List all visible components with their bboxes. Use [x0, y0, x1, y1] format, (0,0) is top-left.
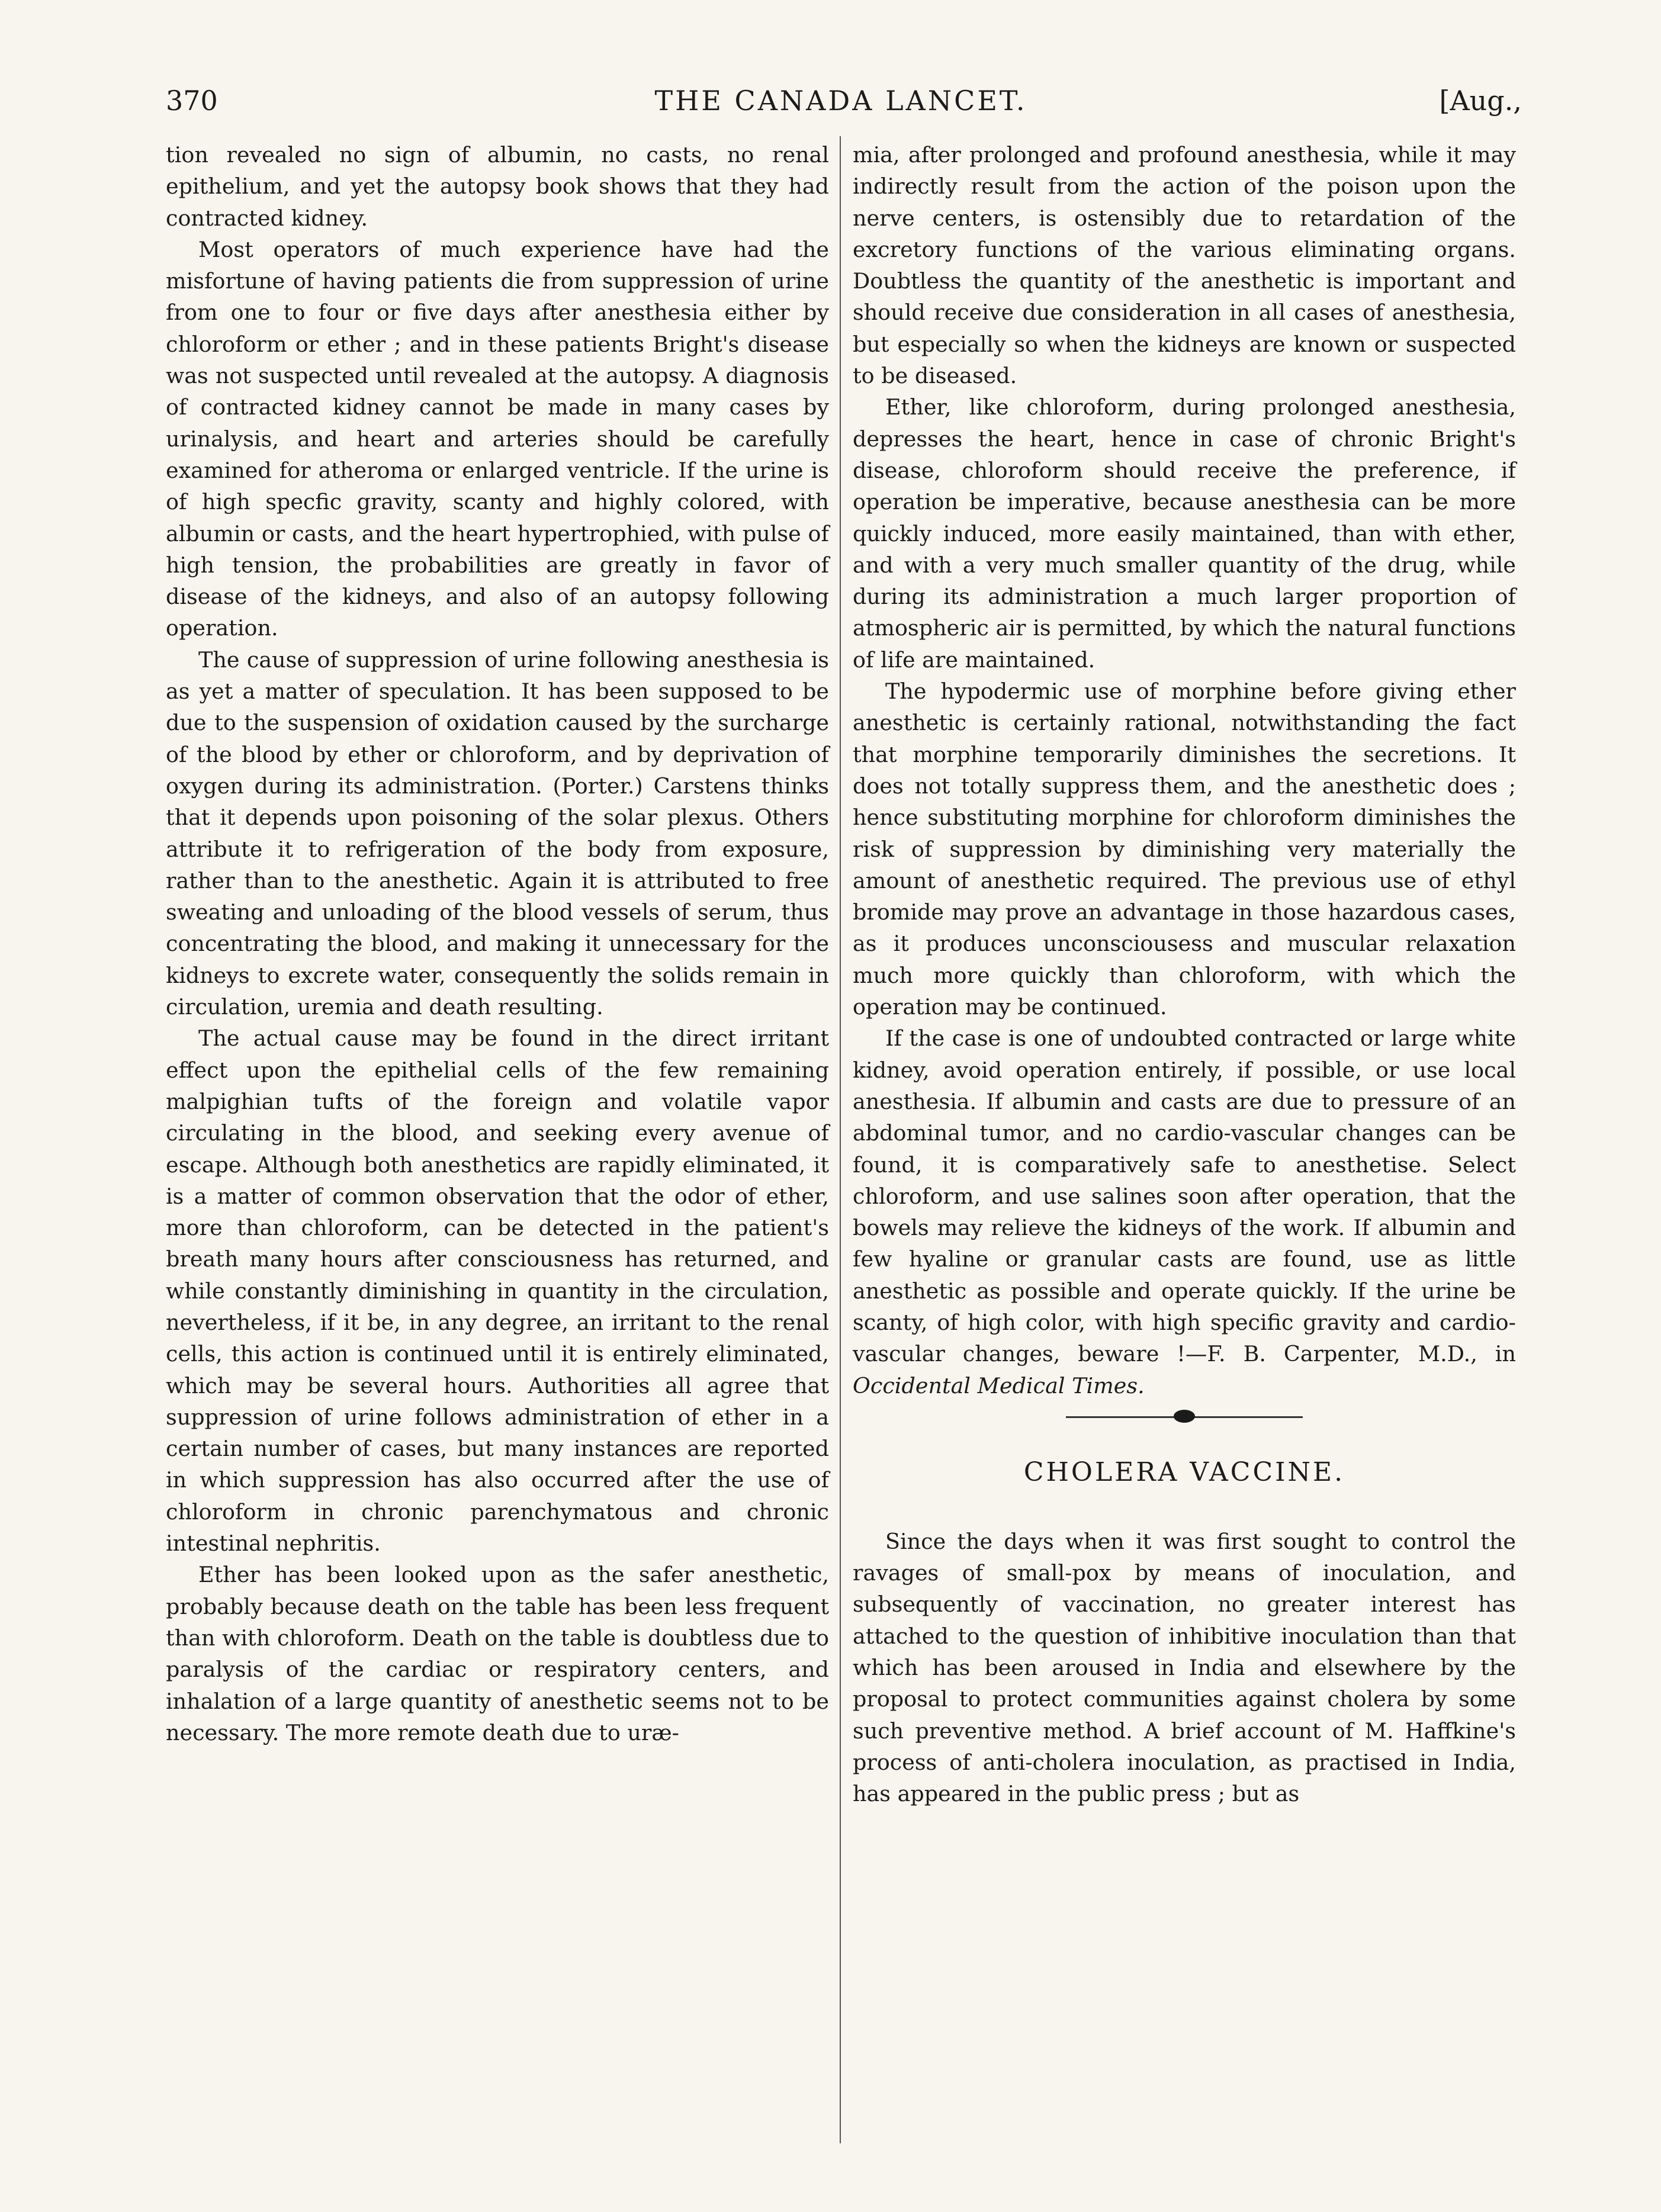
journal-title: THE CANADA LANCET.: [654, 85, 1027, 117]
page-number: 370: [166, 85, 218, 117]
paragraph: Since the days when it was first sought to control the ravages of small-pox by means of inoculation, and subsequently of vaccination, no greater interest has attached to the question of inhibitive inoculation than that which has been aroused in India and elsewhere by the proposal to protect communities against cholera by some such preventive method. A brief account of M. Haffkine's process of anti-cholera inoculation, as practised in India, has appeared in the public press ; but as: [853, 1528, 1516, 1807]
page-header: [160, 77, 1522, 124]
paragraph: mia, after prolonged and profound anesthesia, while it may indirectly result from the action of the poison upon the nerve centers, is ostensibly due to retardation of the excretory functions of the various eliminating organs. Doubtless the quantity of the anesthetic is important and should receive due consideration in all cases of anesthesia, but especially so when the kidneys are known or suspected to be diseased.: [853, 142, 1516, 389]
divider-ornament-icon: [1174, 1410, 1195, 1423]
section-divider: [853, 1401, 1516, 1431]
left-column: [166, 139, 829, 1748]
paragraph: Most operators of much experience have had the misfortune of having patients die from suppression of urine from one to four or five days after anesthesia either by chloroform or ether ; and in these patients Bright's disease was not suspected until revealed at the autopsy. A diagnosis of contracted kidney cannot be made in many cases by urinalysis, and heart and arteries should be carefully examined for atheroma or enlarged ventricle. If the urine is of high specfic gravity, scanty and highly colored, with albumin or casts, and the heart hypertrophied, with pulse of high tension, the probabilities are greatly in favor of disease of the kidneys, and also of an autopsy following operation.: [166, 236, 829, 641]
section-title: CHOLERA VACCINE.: [1023, 1457, 1345, 1487]
paragraph-with-citation: [853, 1023, 1516, 1401]
paragraph: tion revealed no sign of albumin, no casts, no renal epithelium, and yet the autopsy book shows that they had contracted kidney.: [166, 142, 829, 231]
right-column: [853, 139, 1516, 1810]
column-rule: [840, 136, 841, 2143]
citation-source: Occidental Medical Times.: [853, 1372, 1145, 1398]
paragraph: Ether has been looked upon as the safer anesthetic, probably because death on the table has been less frequent than with chloroform. Death on the table is doubtless due to paralysis of the cardiac or respiratory centers, and inhalation of a large quantity of anesthetic seems not to be necessary. The more remote death due to uræ-: [166, 1562, 829, 1745]
issue-date: [Aug.,: [1439, 85, 1522, 117]
paragraph: The cause of suppression of urine following anesthesia is as yet a matter of speculation. It has been supposed to be due to the suspension of oxidation caused by the surcharge of the blood by ether or chloroform, and by deprivation of oxygen during its administration. (Porter.) Carstens thinks that it depends upon poisoning of the solar plexus. Others attribute it to refrigeration of the body from exposure, rather than to the anesthetic. Again it is attributed to free sweating and unloading of the blood vessels of serum, thus concentrating the blood, and making it unnecessary for the kidneys to excrete water, consequently the solids remain in circulation, uremia and death resulting.: [166, 647, 829, 1020]
paragraph: The actual cause may be found in the direct irritant effect upon the epithelial cells of the few remaining malpighian tufts of the foreign and volatile vapor circulating in the blood, and seeking every avenue of escape. Although both anesthetics are rapidly eliminated, it is a matter of common observation that the odor of ether, more than chloroform, can be detected in the patient's breath many hours after consciousness has returned, and while constantly diminishing in quantity in the circulation, nevertheless, if it be, in any degree, an irritant to the renal cells, this action is continued until it is entirely eliminated, which may be several hours. Authorities all agree that suppression of urine follows administration of ether in a certain number of cases, but many instances are reported in which suppression has also occurred after the use of chloroform in chronic parenchymatous and chronic intestinal nephritis.: [166, 1025, 829, 1557]
paragraph-text: If the case is one of undoubted contracted or large white kidney, avoid operation entirely, if possible, or use local anesthesia. If albumin and casts are due to pressure of an abdominal tumor, and no cardio-vascular changes can be found, it is comparatively safe to anesthetise. Select chloroform, and use salines soon after operation, that the bowels may relieve the kidneys of the work. If albumin and few hyaline or granular casts are found, use as little anesthetic as possible and operate quickly. If the urine be scanty, of high color, with high specific gravity and cardio-vascular changes, beware !—F. B. Carpenter, M.D., in: [853, 1025, 1516, 1367]
paragraph: Ether, like chloroform, during prolonged anesthesia, depresses the heart, hence in case of chronic Bright's disease, chloroform should receive the preference, if operation be imperative, because anesthesia can be more quickly induced, more easily maintained, than with ether, and with a very much smaller quantity of the drug, while during its administration a much larger proportion of atmospheric air is permitted, by which the natural functions of life are maintained.: [853, 394, 1516, 673]
paragraph: The hypodermic use of morphine before giving ether anesthetic is certainly rational, notwithstanding the fact that morphine temporarily diminishes the secretions. It does not totally suppress them, and the anesthetic does ; hence substituting morphine for chloroform diminishes the risk of suppression by diminishing very materially the amount of anesthetic required. The previous use of ethyl bromide may prove an advantage in those hazardous cases, as it produces unconsciousess and muscular relaxation much more quickly than chloroform, with which the operation may be continued.: [853, 679, 1516, 1020]
